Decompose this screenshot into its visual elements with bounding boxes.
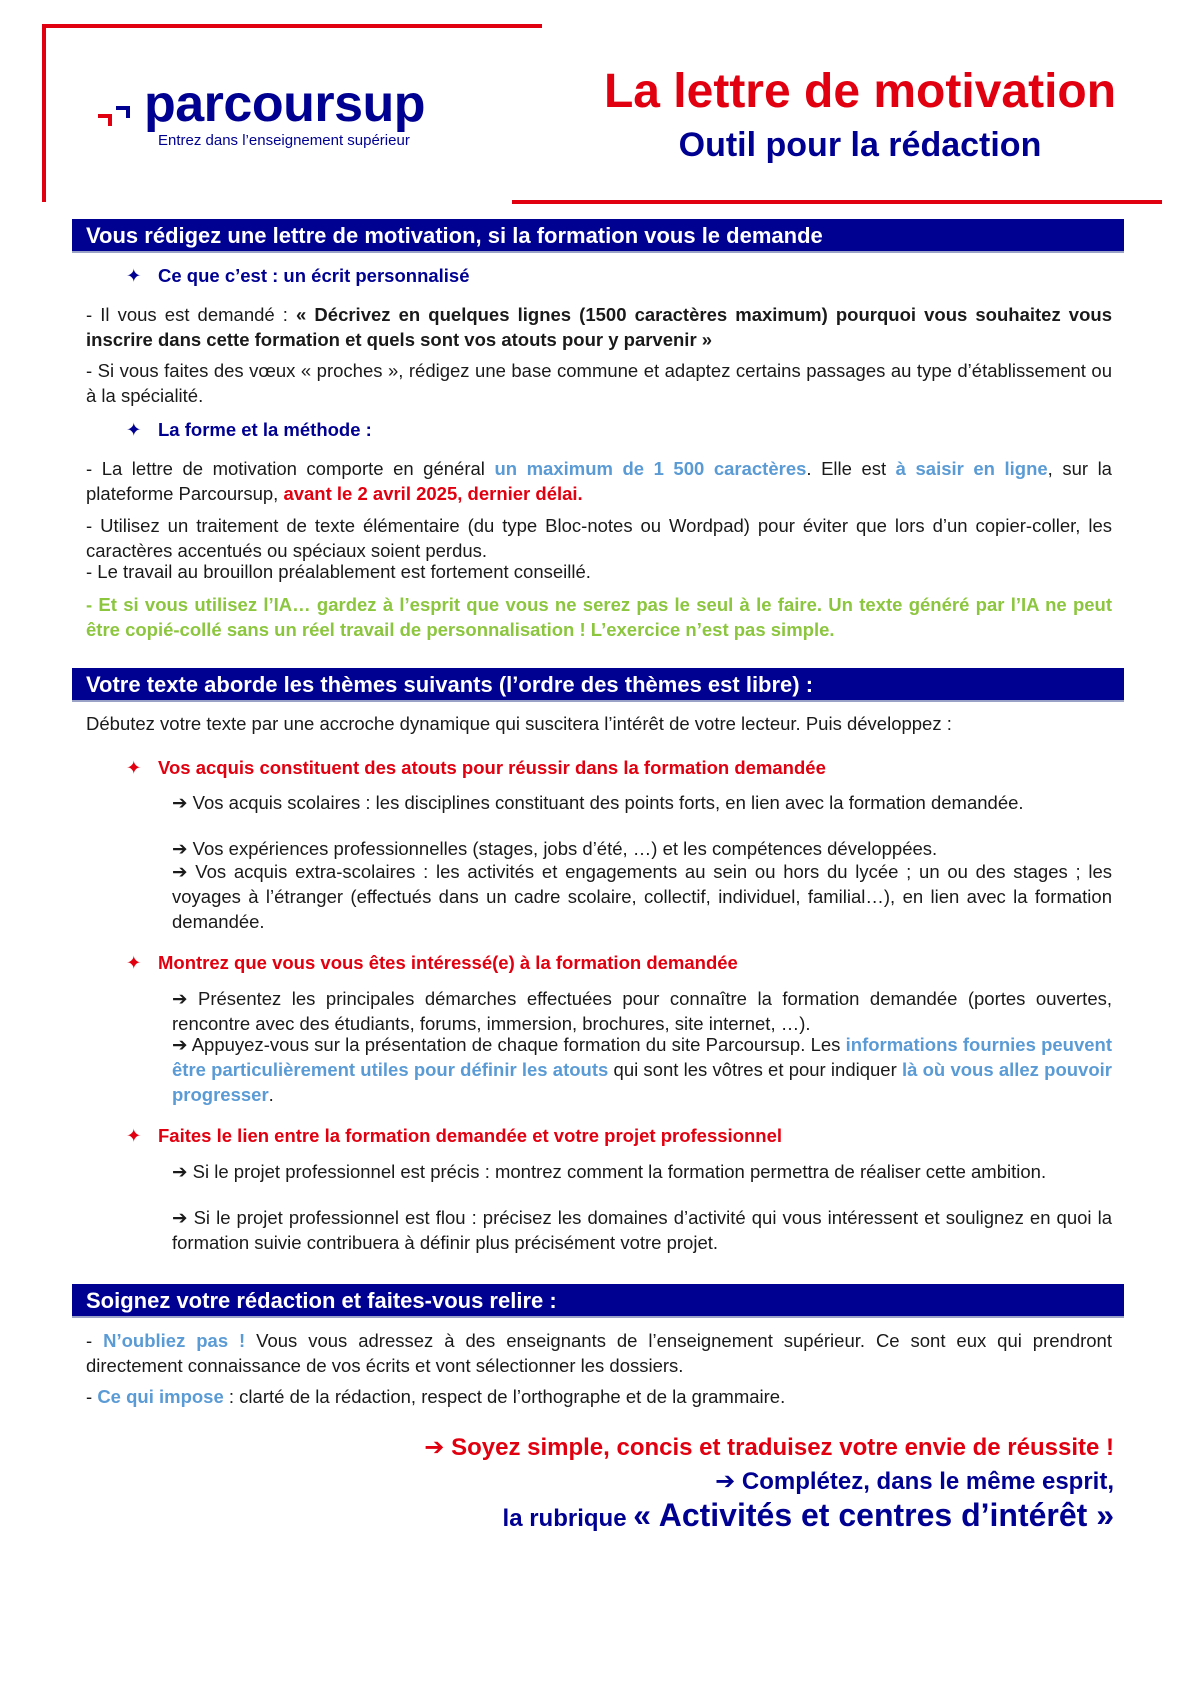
item-text: Appuyez-vous sur la présentation de chaque formation du site Parcoursup. Les [191, 1034, 846, 1055]
closing-text: la rubrique [502, 1505, 634, 1532]
arrow-icon: ➔ [172, 838, 188, 859]
theme-label: Faites le lien entre la formation demandée et votre projet professionnel [158, 1125, 783, 1146]
section-heading-lettre: Vous rédigez une lettre de motivation, si la formation vous le demande [72, 219, 1124, 253]
paragraph-brouillon: - Le travail au brouillon préalablement est fortement conseillé. [86, 561, 591, 582]
arrow-icon: ➔ [172, 1161, 188, 1182]
text-part: . Elle est [806, 458, 896, 479]
item-demarches [172, 986, 1112, 1036]
closing-text: Soyez simple, concis et traduisez votre envie de réussite ! [451, 1434, 1114, 1461]
item-text: Si le projet professionnel est flou : précisez les domaines d’activité qui vous intéressent et soulignez en quoi la formation suivie contribuera à définir plus précisément votre projet. [172, 1207, 1112, 1253]
section-heading-themes: Votre texte aborde les thèmes suivants (l’ordre des thèmes est libre) : [72, 668, 1124, 702]
arrow-icon: ➔ [172, 861, 188, 882]
item-acquis-extra-scolaires [172, 859, 1112, 934]
closing-line-2 [715, 1467, 1114, 1496]
section-heading-redaction: Soignez votre rédaction et faites-vous relire : [72, 1284, 1124, 1318]
text-prefix: - Il vous est demandé : [86, 304, 297, 325]
paragraph-ce-qui-impose [86, 1384, 1112, 1409]
arrow-icon: ➔ [424, 1434, 445, 1461]
star-icon: ✦ [126, 265, 142, 286]
text-highlight: là où vous allez pouvoir progresser [172, 1059, 1112, 1105]
text-part: : clarté de la rédaction, respect de l’orthographe et de la grammaire. [223, 1386, 786, 1407]
bullet-forme-methode [126, 417, 372, 442]
logo-wordmark: parcoursup [144, 75, 426, 133]
item-text: Présentez les principales démarches effectuées pour connaître la formation demandée (portes ouvertes, rencontre avec des étudiants, forums, immersion, brochures, site internet, …). [172, 988, 1112, 1034]
item-projet-flou [172, 1205, 1112, 1255]
paragraph-voeux-proches: - Si vous faites des vœux « proches », rédigez une base commune et adaptez certains passages au type d’établissement ou à la spécialité. [86, 360, 1112, 406]
paragraph-demande [86, 302, 1112, 352]
logo-tagline: Entrez dans l’enseignement supérieur [158, 132, 410, 149]
paragraph-ia: - Et si vous utilisez l’IA… gardez à l’esprit que vous ne serez pas le seul à le faire. Un texte généré par l’IA ne peut être copié-collé sans un réel travail de personnalisation ! L’exercice n’est pas simple. [86, 594, 1112, 640]
corner-rule-horizontal [42, 24, 542, 28]
star-icon: ✦ [126, 1125, 142, 1146]
text-deadline: avant le 2 avril 2025, dernier délai. [283, 483, 583, 504]
paragraph-traitement-texte: - Utilisez un traitement de texte élémentaire (du type Bloc-notes ou Wordpad) pour éviter que lors d’un copier-coller, les caractères accentués ou spéciaux soient perdus. [86, 515, 1112, 561]
paragraph-accroche: Débutez votre texte par une accroche dynamique qui suscitera l’intérêt de votre lecteur. Puis développez : [86, 713, 952, 734]
paragraph-n-oubliez-pas [86, 1328, 1112, 1378]
arrow-icon: ➔ [172, 1207, 188, 1228]
theme-label: Montrez que vous vous êtes intéressé(e) à la formation demandée [158, 952, 738, 973]
theme-projet-pro [126, 1123, 782, 1148]
item-acquis-scolaires [172, 790, 1112, 815]
title-rule [512, 200, 1162, 204]
item-experiences-pro [172, 836, 1112, 861]
item-text: Vos acquis extra-scolaires : les activités et engagements au sein ou hors du lycée ; un ou des stages ; les voyages à l’étranger (effectués dans un cadre scolaire, collectif, individuel, familial…), en lien avec la formation demandée. [172, 861, 1113, 932]
closing-rubrique: « Activités et centres d’intérêt » [633, 1497, 1114, 1533]
item-text: . [268, 1084, 274, 1105]
item-text: Vos expériences professionnelles (stages, jobs d’été, …) et les compétences développées. [192, 838, 938, 859]
text-part: Vous vous adressez à des enseignants de l’enseignement supérieur. Ce sont eux qui prendront directement connaissance de vos écrits et vont sélectionner les dossiers. [86, 1330, 1112, 1376]
item-text: Vos acquis scolaires : les disciplines constituant des points forts, en lien avec la formation demandée. [192, 792, 1024, 813]
bullet-label: La forme et la méthode : [158, 419, 372, 440]
logo-mark-icon [98, 100, 144, 130]
item-text: qui sont les vôtres et pour indiquer [608, 1059, 902, 1080]
closing-line-1 [424, 1433, 1114, 1462]
text-highlight: un maximum de 1 500 caractères [494, 458, 807, 479]
dash: - [86, 1330, 104, 1351]
arrow-icon: ➔ [172, 792, 188, 813]
closing-line-3 [503, 1497, 1114, 1534]
parcoursup-logo [98, 75, 478, 152]
corner-rule-vertical [42, 24, 46, 202]
arrow-icon: ➔ [715, 1468, 736, 1495]
dash: - [86, 1386, 98, 1407]
star-icon: ✦ [126, 952, 142, 973]
text-highlight: informations fournies peuvent être particulièrement utiles pour définir les atouts [172, 1034, 1113, 1080]
page-subtitle: Outil pour la rédaction [678, 126, 1042, 164]
text-quote: « Décrivez en quelques lignes (1500 caractères maximum) pourquoi vous souhaitez vous inscrire dans cette formation et quels sont vos atouts pour y parvenir » [86, 304, 1112, 350]
text-highlight: Ce qui impose [97, 1386, 224, 1407]
theme-label: Vos acquis constituent des atouts pour réussir dans la formation demandée [158, 757, 826, 778]
item-projet-precis [172, 1159, 1112, 1184]
text-part: , sur la plateforme Parcoursup, [86, 458, 1112, 504]
star-icon: ✦ [126, 757, 142, 778]
bullet-label: Ce que c’est : un écrit personnalisé [158, 265, 470, 286]
page-title: La lettre de motivation [603, 65, 1117, 118]
item-text: Si le projet professionnel est précis : montrez comment la formation permettra de réaliser cette ambition. [192, 1161, 1047, 1182]
paragraph-caracteres [86, 456, 1112, 506]
theme-interet-formation [126, 950, 738, 975]
arrow-icon: ➔ [172, 1034, 188, 1055]
theme-acquis [126, 755, 826, 780]
closing-text: Complétez, dans le même esprit, [741, 1468, 1114, 1495]
star-icon: ✦ [126, 419, 142, 440]
text-highlight: à saisir en ligne [895, 458, 1048, 479]
text-part: - La lettre de motivation comporte en général [86, 458, 495, 479]
text-highlight: N’oubliez pas ! [103, 1330, 246, 1351]
bullet-ce-que-c-est [126, 263, 470, 288]
item-presentation-formation [172, 1032, 1112, 1107]
arrow-icon: ➔ [172, 988, 188, 1009]
